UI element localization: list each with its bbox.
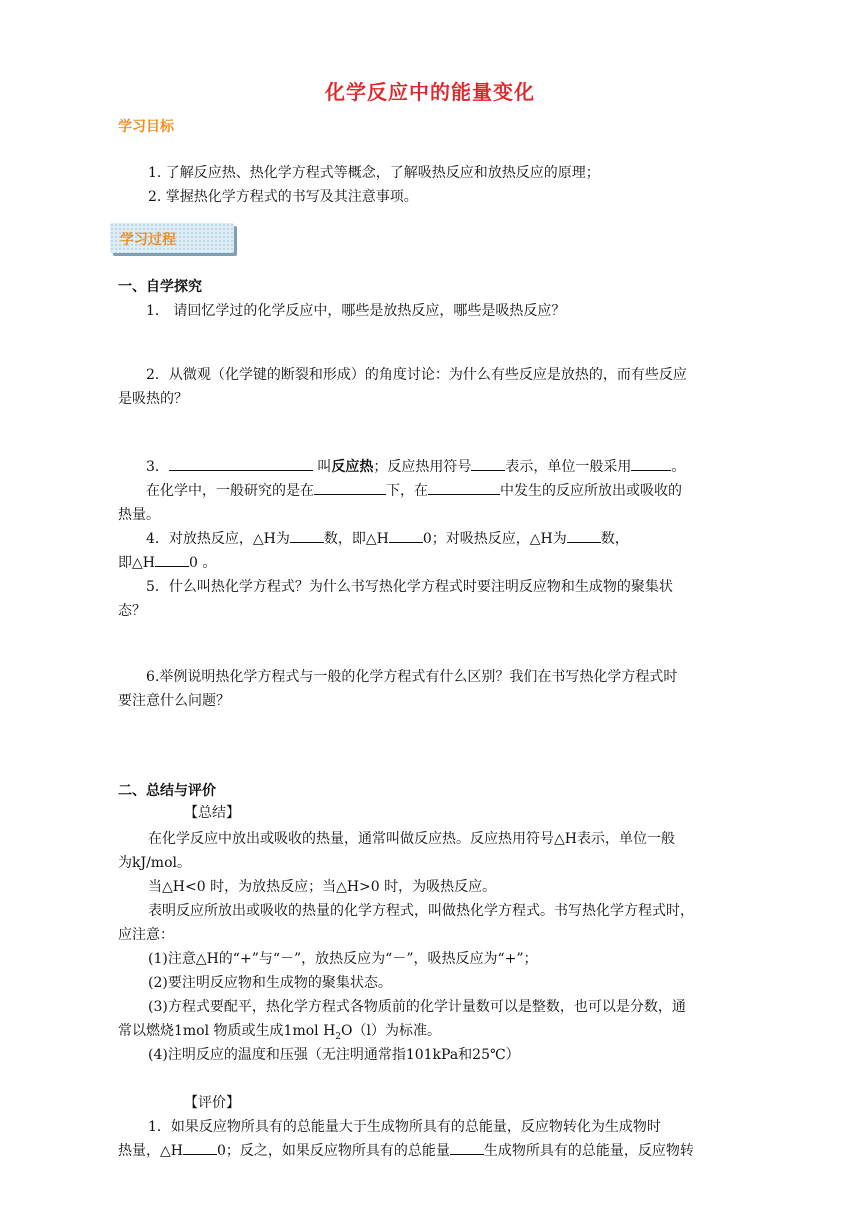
question-6-line-1: 6.举例说明热化学方程式与一般的化学方程式有什么区别？我们在书写热化学方程式时 (146, 669, 678, 685)
goal-item-2: 2. 掌握热化学方程式的书写及其注意事项。 (148, 189, 418, 205)
note-3-line-1: (3)方程式要配平，热化学方程式各物质前的化学计量数可以是整数，也可以是分数，通 (148, 999, 686, 1015)
q4-line2-a: 即△H (118, 555, 155, 571)
q3-rest-2: 表示，单位一般采用 (505, 459, 632, 475)
question-2-line-1: 2．从微观（化学键的断裂和形成）的角度讨论：为什么有些反应是放热的，而有些反应 (146, 367, 687, 383)
answer-blank (389, 528, 423, 543)
question-3b (146, 480, 682, 500)
answer-blank (471, 456, 505, 471)
summary-1-line-1: 在化学反应中放出或吸收的热量，通常叫做反应热。反应热用符号△H表示，单位一般 (148, 831, 675, 847)
answer-blank (567, 528, 601, 543)
q3-rest-1: ；反应热用符号 (373, 459, 472, 475)
question-2-line-2: 是吸热的？ (118, 391, 188, 407)
q4-c: 0；对吸热反应，△H为 (422, 531, 567, 547)
section2-heading: 二、总结与评价 (118, 783, 216, 799)
question-3b-line-2: 热量。 (118, 507, 160, 523)
summary-1-line-2: 为kJ/mol。 (118, 855, 191, 871)
question-4-line-2 (118, 552, 216, 572)
note-3-line-2 (118, 1020, 441, 1042)
process-banner-label: 学习过程 (120, 232, 176, 248)
evaluation-label: 【评价】 (184, 1095, 240, 1111)
goal-item-1: 1. 了解反应热、热化学方程式等概念，了解吸热反应和放热反应的原理； (148, 165, 600, 181)
q3-end: 。 (671, 459, 686, 475)
q4-a: 4．对放热反应，△H为 (146, 531, 290, 547)
question-6-line-2: 要注意什么问题？ (118, 693, 230, 709)
section1-heading: 一、自学探究 (118, 279, 202, 295)
q4-d: 数， (600, 531, 629, 547)
answer-blank (183, 1140, 217, 1155)
answer-blank (155, 552, 189, 567)
e1-b: 0；反之，如果反应物所具有的总能量 (216, 1143, 450, 1159)
q3b-a: 在化学中，一般研究的是在 (146, 483, 314, 499)
evaluation-1-line-2 (118, 1140, 694, 1160)
answer-blank (290, 528, 324, 543)
q3-mid: 叫 (317, 459, 332, 475)
q3-prefix: 3． (146, 459, 169, 475)
evaluation-1-line-1: 1．如果反应物所具有的总能量大于生成物所具有的总能量，反应物转化为生成物时 (148, 1119, 661, 1135)
answer-blank (428, 480, 500, 495)
question-1: 1． 请回忆学过的化学反应中，哪些是放热反应，哪些是吸热反应？ (146, 303, 566, 319)
note-4: (4)注明反应的温度和压强（无注明通常指101kPa和25℃） (148, 1047, 520, 1063)
q4-b: 数，即△H (323, 531, 389, 547)
answer-blank (169, 456, 313, 471)
q3b-c: 中发生的反应所放出或吸收的 (500, 483, 682, 499)
summary-3-line-1: 表明反应所放出或吸收的热量的化学方程式，叫做热化学方程式。书写热化学方程式时， (148, 903, 694, 919)
e1-a: 热量，△H (118, 1143, 183, 1159)
question-4 (146, 528, 629, 548)
answer-blank (631, 456, 671, 471)
n3-b: O（l）为标准。 (341, 1023, 441, 1039)
note-2: (2)要注明反应物和生成物的聚集状态。 (148, 975, 392, 991)
question-3 (146, 456, 685, 476)
q3-bold-term: 反应热 (331, 459, 374, 475)
summary-label: 【总结】 (184, 805, 240, 821)
question-5-line-1: 5．什么叫热化学方程式？为什么书写热化学方程式时要注明反应物和生成物的聚集状 (146, 579, 673, 595)
q4-line2-b: 0 。 (188, 555, 217, 571)
n3-subscript: 2 (335, 1031, 342, 1042)
q3b-b: 下，在 (386, 483, 428, 499)
note-1: (1)注意△H的“+”与“－”，放热反应为“－”，吸热反应为“+”； (148, 951, 538, 967)
n3-a: 常以燃烧1mol 物质或生成1mol H (118, 1023, 336, 1039)
question-5-line-2: 态？ (118, 603, 146, 619)
summary-2: 当△H<0 时，为放热反应；当△H>0 时，为吸热反应。 (148, 879, 497, 895)
answer-blank (314, 480, 386, 495)
goals-heading: 学习目标 (118, 119, 174, 135)
summary-3-line-2: 应注意： (118, 927, 174, 943)
page-title: 化学反应中的能量变化 (325, 80, 535, 104)
e1-c: 生成物所具有的总能量，反应物转 (483, 1143, 694, 1159)
process-banner (110, 223, 236, 255)
answer-blank (450, 1140, 484, 1155)
